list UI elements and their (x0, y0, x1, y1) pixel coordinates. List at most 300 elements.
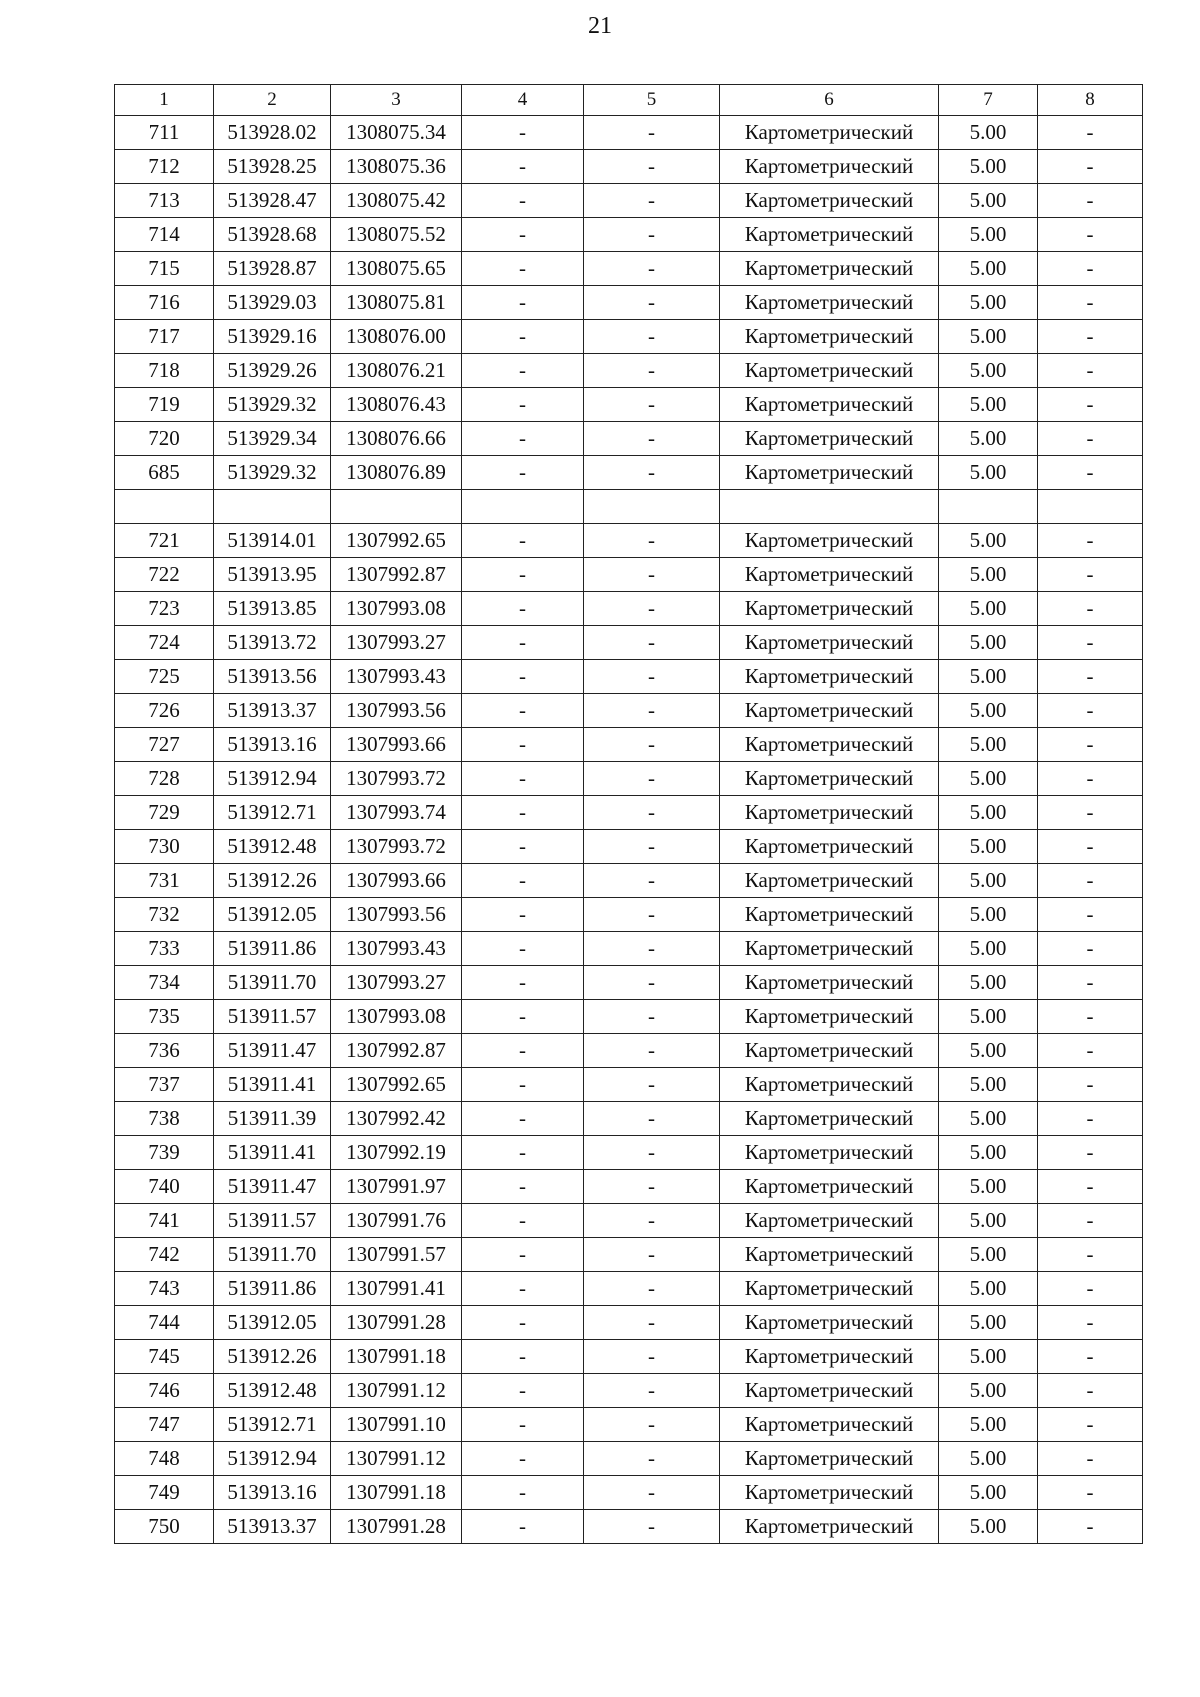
table-body (115, 116, 1143, 1544)
table-row (115, 1034, 1143, 1068)
column-8-cell: - (1038, 320, 1143, 354)
method-cell: Картометрический (720, 354, 939, 388)
y-coordinate-cell: 1307992.87 (331, 1034, 462, 1068)
accuracy-cell: 5.00 (939, 558, 1038, 592)
x-coordinate-cell: 513929.34 (214, 422, 331, 456)
column-8-cell (1038, 490, 1143, 524)
column-header: 7 (939, 85, 1038, 116)
point-number-cell: 715 (115, 252, 214, 286)
accuracy-cell: 5.00 (939, 1442, 1038, 1476)
column-4-cell: - (462, 286, 584, 320)
y-coordinate-cell: 1307991.57 (331, 1238, 462, 1272)
column-4-cell: - (462, 320, 584, 354)
point-number-cell: 726 (115, 694, 214, 728)
y-coordinate-cell: 1308075.36 (331, 150, 462, 184)
column-5-cell: - (584, 320, 720, 354)
table-row (115, 762, 1143, 796)
x-coordinate-cell: 513913.85 (214, 592, 331, 626)
column-8-cell: - (1038, 1170, 1143, 1204)
x-coordinate-cell: 513912.05 (214, 1306, 331, 1340)
table-row (115, 728, 1143, 762)
y-coordinate-cell: 1307993.08 (331, 1000, 462, 1034)
table-row (115, 150, 1143, 184)
x-coordinate-cell: 513913.16 (214, 728, 331, 762)
column-5-cell: - (584, 558, 720, 592)
column-4-cell: - (462, 1374, 584, 1408)
point-number-cell: 720 (115, 422, 214, 456)
y-coordinate-cell: 1307993.27 (331, 626, 462, 660)
table-row (115, 1000, 1143, 1034)
x-coordinate-cell: 513913.37 (214, 1510, 331, 1544)
table-row (115, 1204, 1143, 1238)
column-4-cell: - (462, 184, 584, 218)
table-row (115, 1306, 1143, 1340)
x-coordinate-cell: 513912.94 (214, 762, 331, 796)
y-coordinate-cell: 1307991.28 (331, 1306, 462, 1340)
column-4-cell: - (462, 388, 584, 422)
column-5-cell: - (584, 626, 720, 660)
accuracy-cell: 5.00 (939, 1238, 1038, 1272)
column-5-cell: - (584, 694, 720, 728)
x-coordinate-cell: 513913.95 (214, 558, 331, 592)
x-coordinate-cell: 513913.37 (214, 694, 331, 728)
column-4-cell: - (462, 626, 584, 660)
column-5-cell: - (584, 1306, 720, 1340)
point-number-cell: 722 (115, 558, 214, 592)
x-coordinate-cell: 513913.72 (214, 626, 331, 660)
table-row (115, 218, 1143, 252)
method-cell: Картометрический (720, 1374, 939, 1408)
method-cell: Картометрический (720, 1272, 939, 1306)
column-8-cell: - (1038, 660, 1143, 694)
y-coordinate-cell: 1307992.42 (331, 1102, 462, 1136)
y-coordinate-cell (331, 490, 462, 524)
point-number-cell: 737 (115, 1068, 214, 1102)
y-coordinate-cell: 1307991.76 (331, 1204, 462, 1238)
x-coordinate-cell: 513912.48 (214, 1374, 331, 1408)
method-cell: Картометрический (720, 456, 939, 490)
x-coordinate-cell: 513912.71 (214, 1408, 331, 1442)
column-4-cell: - (462, 422, 584, 456)
column-8-cell: - (1038, 592, 1143, 626)
table-row (115, 116, 1143, 150)
column-8-cell: - (1038, 286, 1143, 320)
x-coordinate-cell: 513928.47 (214, 184, 331, 218)
x-coordinate-cell: 513913.16 (214, 1476, 331, 1510)
point-number-cell: 711 (115, 116, 214, 150)
y-coordinate-cell: 1307992.87 (331, 558, 462, 592)
x-coordinate-cell: 513911.86 (214, 1272, 331, 1306)
point-number-cell: 740 (115, 1170, 214, 1204)
table-row (115, 490, 1143, 524)
y-coordinate-cell: 1308075.34 (331, 116, 462, 150)
column-8-cell: - (1038, 1102, 1143, 1136)
column-5-cell: - (584, 286, 720, 320)
column-5-cell: - (584, 388, 720, 422)
column-5-cell: - (584, 1374, 720, 1408)
column-8-cell: - (1038, 1000, 1143, 1034)
point-number-cell: 723 (115, 592, 214, 626)
column-8-cell: - (1038, 1408, 1143, 1442)
table-row (115, 1510, 1143, 1544)
y-coordinate-cell: 1308075.81 (331, 286, 462, 320)
accuracy-cell: 5.00 (939, 218, 1038, 252)
accuracy-cell: 5.00 (939, 762, 1038, 796)
column-8-cell: - (1038, 762, 1143, 796)
accuracy-cell: 5.00 (939, 354, 1038, 388)
x-coordinate-cell: 513911.70 (214, 966, 331, 1000)
method-cell: Картометрический (720, 320, 939, 354)
point-number-cell: 685 (115, 456, 214, 490)
point-number-cell: 742 (115, 1238, 214, 1272)
column-5-cell: - (584, 456, 720, 490)
column-5-cell: - (584, 1102, 720, 1136)
y-coordinate-cell: 1307991.10 (331, 1408, 462, 1442)
column-5-cell: - (584, 1272, 720, 1306)
column-8-cell: - (1038, 1136, 1143, 1170)
table-row (115, 1340, 1143, 1374)
column-8-cell: - (1038, 626, 1143, 660)
method-cell: Картометрический (720, 694, 939, 728)
column-4-cell: - (462, 1000, 584, 1034)
column-4-cell (462, 490, 584, 524)
point-number-cell: 733 (115, 932, 214, 966)
method-cell: Картометрический (720, 592, 939, 626)
column-5-cell: - (584, 762, 720, 796)
column-5-cell: - (584, 354, 720, 388)
y-coordinate-cell: 1308076.66 (331, 422, 462, 456)
point-number-cell: 746 (115, 1374, 214, 1408)
table-row (115, 558, 1143, 592)
column-5-cell: - (584, 1034, 720, 1068)
point-number-cell: 750 (115, 1510, 214, 1544)
y-coordinate-cell: 1308076.43 (331, 388, 462, 422)
accuracy-cell: 5.00 (939, 116, 1038, 150)
column-4-cell: - (462, 252, 584, 286)
column-5-cell: - (584, 864, 720, 898)
x-coordinate-cell: 513911.86 (214, 932, 331, 966)
method-cell: Картометрический (720, 1170, 939, 1204)
column-header: 4 (462, 85, 584, 116)
y-coordinate-cell: 1307993.43 (331, 932, 462, 966)
y-coordinate-cell: 1308075.65 (331, 252, 462, 286)
column-4-cell: - (462, 966, 584, 1000)
column-4-cell: - (462, 116, 584, 150)
accuracy-cell: 5.00 (939, 1136, 1038, 1170)
method-cell: Картометрический (720, 1238, 939, 1272)
column-8-cell: - (1038, 728, 1143, 762)
accuracy-cell: 5.00 (939, 1408, 1038, 1442)
column-8-cell: - (1038, 150, 1143, 184)
column-8-cell: - (1038, 524, 1143, 558)
column-8-cell: - (1038, 830, 1143, 864)
accuracy-cell: 5.00 (939, 796, 1038, 830)
accuracy-cell: 5.00 (939, 1374, 1038, 1408)
column-4-cell: - (462, 592, 584, 626)
method-cell: Картометрический (720, 1068, 939, 1102)
x-coordinate-cell: 513929.03 (214, 286, 331, 320)
column-header: 5 (584, 85, 720, 116)
column-5-cell: - (584, 1238, 720, 1272)
table-row (115, 898, 1143, 932)
column-8-cell: - (1038, 1204, 1143, 1238)
method-cell: Картометрический (720, 898, 939, 932)
table-header (115, 85, 1143, 116)
table-row (115, 1238, 1143, 1272)
accuracy-cell: 5.00 (939, 830, 1038, 864)
method-cell: Картометрический (720, 150, 939, 184)
method-cell: Картометрический (720, 830, 939, 864)
column-4-cell: - (462, 558, 584, 592)
x-coordinate-cell: 513928.87 (214, 252, 331, 286)
accuracy-cell: 5.00 (939, 864, 1038, 898)
column-8-cell: - (1038, 1476, 1143, 1510)
coordinates-table (114, 84, 1143, 1544)
accuracy-cell: 5.00 (939, 1034, 1038, 1068)
point-number-cell: 738 (115, 1102, 214, 1136)
method-cell: Картометрический (720, 660, 939, 694)
x-coordinate-cell: 513929.32 (214, 456, 331, 490)
y-coordinate-cell: 1307992.65 (331, 1068, 462, 1102)
column-8-cell: - (1038, 1068, 1143, 1102)
point-number-cell: 724 (115, 626, 214, 660)
point-number-cell (115, 490, 214, 524)
y-coordinate-cell: 1307993.43 (331, 660, 462, 694)
x-coordinate-cell: 513911.39 (214, 1102, 331, 1136)
table-row (115, 354, 1143, 388)
column-5-cell: - (584, 1442, 720, 1476)
point-number-cell: 721 (115, 524, 214, 558)
point-number-cell: 748 (115, 1442, 214, 1476)
point-number-cell: 716 (115, 286, 214, 320)
y-coordinate-cell: 1307993.66 (331, 728, 462, 762)
point-number-cell: 747 (115, 1408, 214, 1442)
point-number-cell: 731 (115, 864, 214, 898)
accuracy-cell: 5.00 (939, 286, 1038, 320)
x-coordinate-cell (214, 490, 331, 524)
x-coordinate-cell: 513911.47 (214, 1034, 331, 1068)
y-coordinate-cell: 1307991.12 (331, 1374, 462, 1408)
point-number-cell: 714 (115, 218, 214, 252)
method-cell: Картометрический (720, 1136, 939, 1170)
y-coordinate-cell: 1307991.28 (331, 1510, 462, 1544)
accuracy-cell: 5.00 (939, 524, 1038, 558)
table-row (115, 1408, 1143, 1442)
point-number-cell: 745 (115, 1340, 214, 1374)
y-coordinate-cell: 1307993.72 (331, 762, 462, 796)
table-row (115, 456, 1143, 490)
column-4-cell: - (462, 1408, 584, 1442)
accuracy-cell: 5.00 (939, 898, 1038, 932)
y-coordinate-cell: 1308076.89 (331, 456, 462, 490)
column-8-cell: - (1038, 1034, 1143, 1068)
x-coordinate-cell: 513929.32 (214, 388, 331, 422)
column-8-cell: - (1038, 1510, 1143, 1544)
accuracy-cell: 5.00 (939, 1000, 1038, 1034)
column-4-cell: - (462, 660, 584, 694)
column-4-cell: - (462, 830, 584, 864)
accuracy-cell: 5.00 (939, 1102, 1038, 1136)
column-4-cell: - (462, 1442, 584, 1476)
y-coordinate-cell: 1307993.27 (331, 966, 462, 1000)
method-cell: Картометрический (720, 558, 939, 592)
table-row (115, 184, 1143, 218)
point-number-cell: 727 (115, 728, 214, 762)
x-coordinate-cell: 513911.57 (214, 1000, 331, 1034)
method-cell: Картометрический (720, 762, 939, 796)
table-row (115, 1102, 1143, 1136)
column-4-cell: - (462, 796, 584, 830)
accuracy-cell: 5.00 (939, 1510, 1038, 1544)
point-number-cell: 743 (115, 1272, 214, 1306)
accuracy-cell: 5.00 (939, 150, 1038, 184)
column-5-cell: - (584, 422, 720, 456)
point-number-cell: 728 (115, 762, 214, 796)
x-coordinate-cell: 513929.16 (214, 320, 331, 354)
method-cell: Картометрический (720, 1476, 939, 1510)
column-4-cell: - (462, 524, 584, 558)
table-row (115, 252, 1143, 286)
method-cell: Картометрический (720, 1102, 939, 1136)
column-4-cell: - (462, 864, 584, 898)
column-5-cell: - (584, 1476, 720, 1510)
table-row (115, 694, 1143, 728)
x-coordinate-cell: 513911.70 (214, 1238, 331, 1272)
accuracy-cell: 5.00 (939, 626, 1038, 660)
column-8-cell: - (1038, 864, 1143, 898)
accuracy-cell: 5.00 (939, 1170, 1038, 1204)
accuracy-cell: 5.00 (939, 456, 1038, 490)
method-cell: Картометрический (720, 286, 939, 320)
table-row (115, 1374, 1143, 1408)
accuracy-cell: 5.00 (939, 1306, 1038, 1340)
column-8-cell: - (1038, 932, 1143, 966)
table-row (115, 1068, 1143, 1102)
column-header: 8 (1038, 85, 1143, 116)
column-5-cell: - (584, 184, 720, 218)
column-8-cell: - (1038, 1442, 1143, 1476)
table-row (115, 796, 1143, 830)
column-8-cell: - (1038, 966, 1143, 1000)
x-coordinate-cell: 513912.71 (214, 796, 331, 830)
accuracy-cell: 5.00 (939, 320, 1038, 354)
column-8-cell: - (1038, 796, 1143, 830)
x-coordinate-cell: 513912.26 (214, 864, 331, 898)
column-4-cell: - (462, 1476, 584, 1510)
point-number-cell: 736 (115, 1034, 214, 1068)
y-coordinate-cell: 1308075.42 (331, 184, 462, 218)
table-row (115, 524, 1143, 558)
x-coordinate-cell: 513913.56 (214, 660, 331, 694)
method-cell: Картометрический (720, 252, 939, 286)
column-8-cell: - (1038, 1272, 1143, 1306)
accuracy-cell: 5.00 (939, 1340, 1038, 1374)
point-number-cell: 718 (115, 354, 214, 388)
method-cell: Картометрический (720, 728, 939, 762)
method-cell (720, 490, 939, 524)
column-4-cell: - (462, 1340, 584, 1374)
y-coordinate-cell: 1307992.19 (331, 1136, 462, 1170)
column-8-cell: - (1038, 116, 1143, 150)
table-header-row (115, 85, 1143, 116)
accuracy-cell: 5.00 (939, 1476, 1038, 1510)
column-8-cell: - (1038, 252, 1143, 286)
column-8-cell: - (1038, 898, 1143, 932)
table-row (115, 626, 1143, 660)
accuracy-cell: 5.00 (939, 1204, 1038, 1238)
method-cell: Картометрический (720, 1000, 939, 1034)
method-cell: Картометрический (720, 1408, 939, 1442)
y-coordinate-cell: 1307993.56 (331, 694, 462, 728)
x-coordinate-cell: 513912.94 (214, 1442, 331, 1476)
column-5-cell: - (584, 1000, 720, 1034)
accuracy-cell: 5.00 (939, 1068, 1038, 1102)
x-coordinate-cell: 513912.05 (214, 898, 331, 932)
table-row (115, 1272, 1143, 1306)
column-8-cell: - (1038, 1340, 1143, 1374)
method-cell: Картометрический (720, 864, 939, 898)
method-cell: Картометрический (720, 524, 939, 558)
accuracy-cell: 5.00 (939, 388, 1038, 422)
method-cell: Картометрический (720, 1340, 939, 1374)
column-4-cell: - (462, 728, 584, 762)
method-cell: Картометрический (720, 422, 939, 456)
column-5-cell: - (584, 660, 720, 694)
column-5-cell: - (584, 1170, 720, 1204)
column-4-cell: - (462, 218, 584, 252)
column-4-cell: - (462, 354, 584, 388)
column-5-cell: - (584, 116, 720, 150)
column-4-cell: - (462, 1136, 584, 1170)
column-4-cell: - (462, 1510, 584, 1544)
accuracy-cell: 5.00 (939, 252, 1038, 286)
column-5-cell: - (584, 796, 720, 830)
table-row (115, 1442, 1143, 1476)
accuracy-cell: 5.00 (939, 184, 1038, 218)
method-cell: Картометрический (720, 218, 939, 252)
column-8-cell: - (1038, 1238, 1143, 1272)
column-8-cell: - (1038, 218, 1143, 252)
table-row (115, 1170, 1143, 1204)
column-8-cell: - (1038, 388, 1143, 422)
method-cell: Картометрический (720, 1204, 939, 1238)
column-8-cell: - (1038, 456, 1143, 490)
x-coordinate-cell: 513928.68 (214, 218, 331, 252)
accuracy-cell: 5.00 (939, 728, 1038, 762)
method-cell: Картометрический (720, 1306, 939, 1340)
column-8-cell: - (1038, 694, 1143, 728)
table-row (115, 1136, 1143, 1170)
column-4-cell: - (462, 456, 584, 490)
column-5-cell: - (584, 524, 720, 558)
column-4-cell: - (462, 762, 584, 796)
column-4-cell: - (462, 932, 584, 966)
table-row (115, 932, 1143, 966)
column-4-cell: - (462, 898, 584, 932)
accuracy-cell: 5.00 (939, 1272, 1038, 1306)
y-coordinate-cell: 1307993.66 (331, 864, 462, 898)
column-5-cell: - (584, 932, 720, 966)
point-number-cell: 712 (115, 150, 214, 184)
column-4-cell: - (462, 694, 584, 728)
y-coordinate-cell: 1307992.65 (331, 524, 462, 558)
column-8-cell: - (1038, 558, 1143, 592)
column-5-cell: - (584, 592, 720, 626)
table-row (115, 422, 1143, 456)
method-cell: Картометрический (720, 1442, 939, 1476)
accuracy-cell: 5.00 (939, 592, 1038, 626)
accuracy-cell: 5.00 (939, 966, 1038, 1000)
